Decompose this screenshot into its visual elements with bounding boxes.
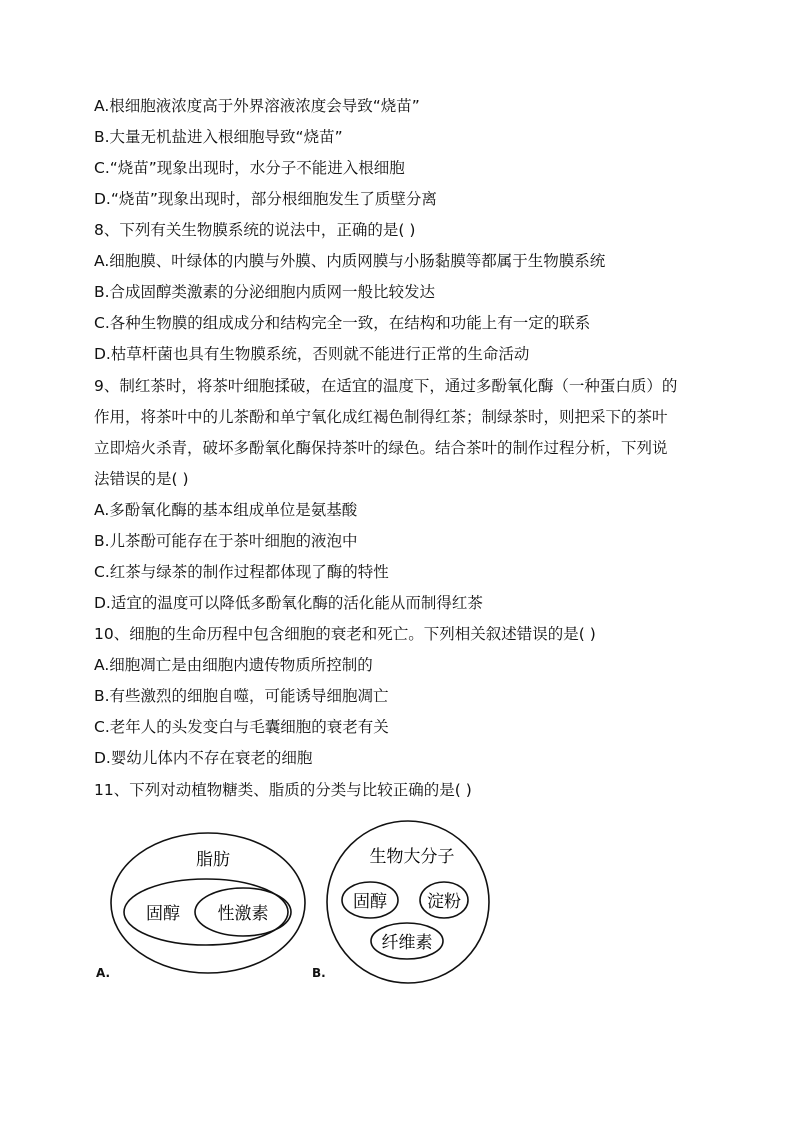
text-line-9: D.枯草杆菌也具有生物膜系统，否则就不能进行正常的生命活动	[94, 345, 530, 363]
text-line-16: C.红茶与绿茶的制作过程都体现了酶的特性	[94, 563, 389, 581]
figure-a-label: A.	[96, 966, 111, 980]
text-line-4: D.“烧苗”现象出现时，部分根细胞发生了质壁分离	[94, 190, 437, 208]
text-line-17: D.适宜的温度可以降低多酚氧化酶的活化能从而制得红茶	[94, 594, 483, 612]
question-10: 10、细胞的生命历程中包含细胞的衰老和死亡。下列相关叙述错误的是( )	[94, 625, 596, 643]
text-line-21: C.老年人的头发变白与毛囊细胞的衰老有关	[94, 718, 389, 736]
question-8: 8、下列有关生物膜系统的说法中，正确的是( )	[94, 221, 416, 239]
text-line-1: A.根细胞液浓度高于外界溶液浓度会导致“烧苗”	[94, 97, 420, 115]
label-cellulose: 纤维素	[381, 933, 433, 953]
text-line-19: A.细胞凋亡是由细胞内遗传物质所控制的	[94, 656, 373, 674]
text-line-13: 法错误的是( )	[94, 470, 189, 488]
text-line-20: B.有些激烈的细胞自噬，可能诱导细胞凋亡	[94, 687, 389, 705]
text-line-14: A.多酚氧化酶的基本组成单位是氨基酸	[94, 501, 358, 519]
label-fat: 脂肪	[196, 850, 230, 870]
text-line-12: 立即焙火杀青，破坏多酚氧化酶保持茶叶的绿色。结合茶叶的制作过程分析，下列说	[94, 439, 668, 457]
question-9: 9、制红茶时，将茶叶细胞揉破，在适宜的温度下，通过多酚氧化酶（一种蛋白质）的	[94, 377, 678, 395]
figure-b-diagram	[322, 818, 494, 986]
text-line-6: A.细胞膜、叶绿体的内膜与外膜、内质网膜与小肠黏膜等都属于生物膜系统	[94, 252, 606, 270]
label-sterol: 固醇	[146, 904, 180, 924]
label-biomacromolecule: 生物大分子	[369, 847, 455, 867]
text-line-2: B.大量无机盐进入根细胞导致“烧苗”	[94, 128, 343, 146]
label-sterol-b: 固醇	[353, 892, 387, 912]
question-11: 11、下列对动植物糖类、脂质的分类与比较正确的是( )	[94, 781, 472, 799]
text-line-7: B.合成固醇类激素的分泌细胞内质网一般比较发达	[94, 283, 436, 301]
text-line-3: C.“烧苗”现象出现时，水分子不能进入根细胞	[94, 159, 405, 177]
figure-b-label: B.	[312, 966, 326, 980]
label-sex-hormone: 性激素	[217, 904, 269, 924]
text-line-15: B.儿茶酚可能存在于茶叶细胞的液泡中	[94, 532, 358, 550]
text-line-22: D.婴幼儿体内不存在衰老的细胞	[94, 749, 313, 767]
label-starch: 淀粉	[427, 892, 461, 912]
text-line-8: C.各种生物膜的组成成分和结构完全一致，在结构和功能上有一定的联系	[94, 314, 591, 332]
text-line-11: 作用，将茶叶中的儿茶酚和单宁氧化成红褐色制得红茶；制绿茶时，则把采下的茶叶	[94, 408, 668, 426]
figure-a-diagram	[105, 828, 310, 978]
